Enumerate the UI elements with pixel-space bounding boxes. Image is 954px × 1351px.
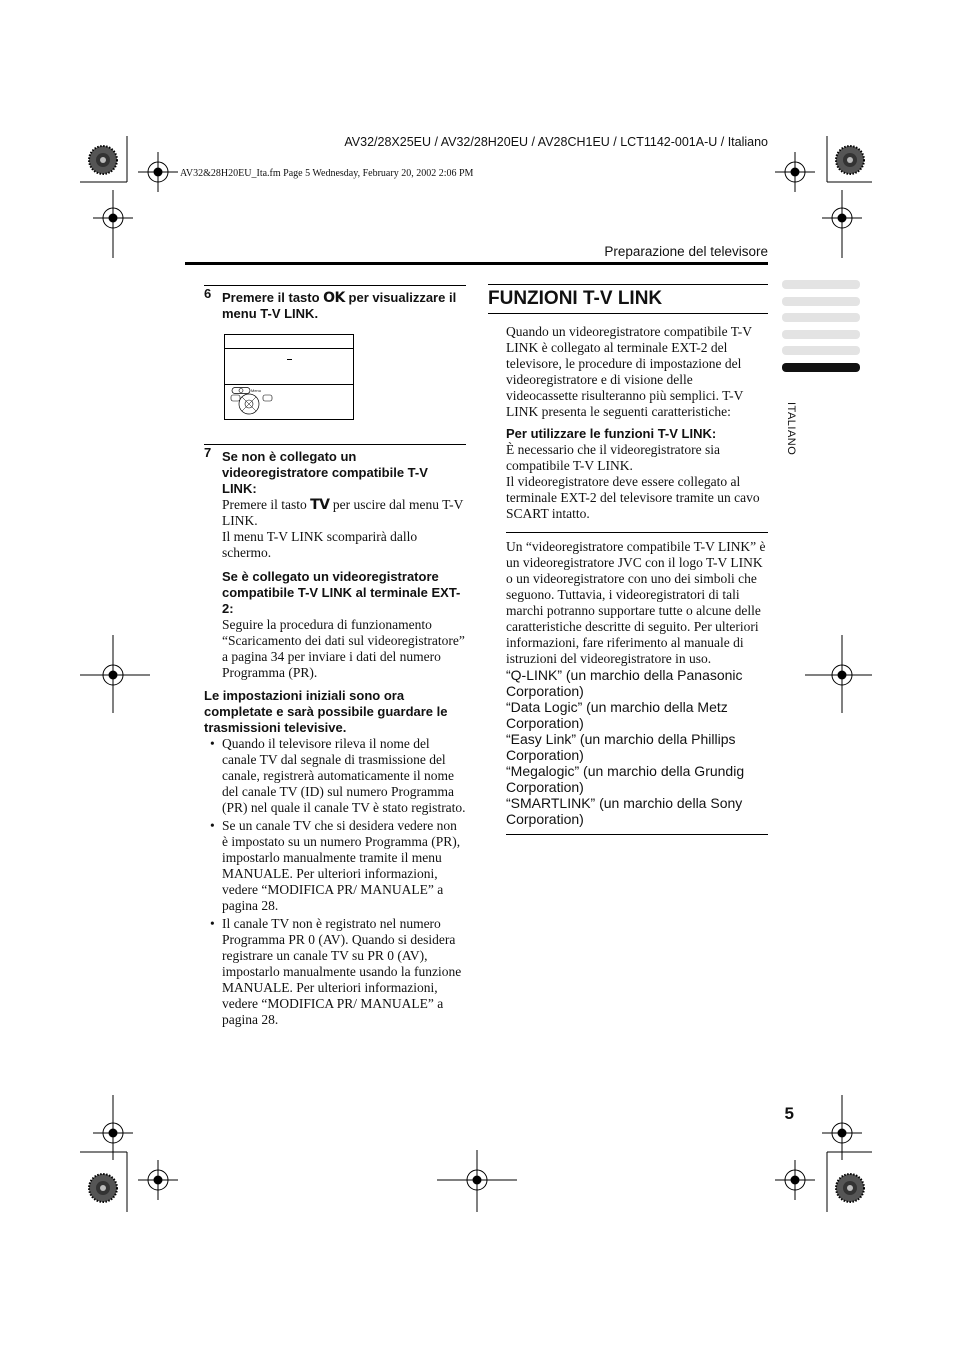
chapter-tab bbox=[782, 346, 860, 355]
step-number: 7 bbox=[204, 445, 212, 460]
list-item: “Data Logic” (un marchio della Metz Corporation) bbox=[506, 699, 728, 731]
list-item: “Easy Link” (un marchio della Phillips Corporation) bbox=[506, 731, 736, 763]
registration-mark-mid-right bbox=[805, 635, 872, 713]
requirements-body-2: Il videoregistratore deve essere collegato al terminale EXT-2 del televisore tramite un cavo SCART intatto. bbox=[506, 474, 760, 521]
ok-key-icon: OK bbox=[323, 290, 345, 306]
body-text: Il menu T-V LINK scomparirà dallo schermo. bbox=[222, 529, 418, 560]
list-item: “SMARTLINK” (un marchio della Sony Corporation) bbox=[506, 795, 743, 827]
intro-paragraph: Quando un videoregistratore compatibile T-V LINK è collegato al terminale EXT-2 del televisore, le procedure di impostazione del videoregistratore e di visione delle videocassette risulteranno più semplici. T-V LINK presenta le seguenti caratteristiche: bbox=[506, 324, 752, 419]
requirements-body-1: È necessario che il videoregistratore sia compatibile T-V LINK. bbox=[506, 442, 721, 473]
tv-link-menu-screen bbox=[224, 334, 354, 420]
registration-mark-mid-left bbox=[80, 635, 150, 713]
step-7 bbox=[204, 444, 466, 497]
separator-rule bbox=[506, 834, 768, 835]
completion-heading: Le impostazioni iniziali sono ora completate e sarà possibile guardare le trasmissioni televisive. bbox=[204, 688, 448, 735]
chapter-tabs bbox=[782, 280, 860, 379]
compatibility-paragraph: Un “videoregistratore compatibile T-V LINK” è un videoregistratore JVC con il logo T-V LINK o un videoregistratore con uno dei simboli che seguono. Tuttavia, i videoregistratori di tali marchi potranno supportare tutte o alcune delle caratteristiche descritte di seguito. Per ulteriori informazioni, fare riferimento al manuale di istruzioni del videoregistratore in uso. bbox=[506, 539, 766, 666]
step-number: 6 bbox=[204, 286, 212, 301]
file-info-line: AV32&28H20EU_Ita.fm Page 5 Wednesday, February 20, 2002 2:06 PM bbox=[180, 168, 474, 179]
right-column bbox=[488, 284, 768, 835]
registration-mark-bottom-left bbox=[80, 1095, 178, 1212]
list-item: • Se un canale TV che si desidera vedere non è impostato su un numero Programma (PR), impostarlo manualmente tramite il menu MANUALE. Per ulteriori informazioni, vedere “MODIFICA PR/ MANUALE” a pagina 28. bbox=[204, 818, 466, 914]
header-rule bbox=[185, 262, 768, 265]
list-item: • Il canale TV non è registrato nel numero Programma PR 0 (AV). Quando si desidera registrare un canale TV su PR 0 (AV), impostarlo manualmente usando la funzione MANUALE. Per ulteriori informazioni, vedere “MODIFICA PR/ MANUALE” a pagina 28. bbox=[204, 916, 466, 1028]
step-7-subheading: Se è collegato un videoregistratore compatibile T-V LINK al terminale EXT-2: bbox=[222, 569, 461, 616]
model-line: AV32/28X25EU / AV32/28H20EU / AV28CH1EU / LCT1142-001A-U / Italiano bbox=[344, 135, 768, 149]
page-number: 5 bbox=[784, 1104, 794, 1123]
chapter-tab bbox=[782, 330, 860, 339]
screen-divider bbox=[225, 384, 353, 385]
left-column bbox=[204, 285, 466, 1030]
menu-label: Menu bbox=[251, 388, 262, 393]
step-text: Premere il tasto bbox=[222, 290, 324, 305]
body-text: Premere il tasto bbox=[222, 497, 311, 512]
section-title: Preparazione del televisore bbox=[604, 244, 768, 259]
requirements-heading: Per utilizzare le funzioni T-V LINK: bbox=[506, 426, 717, 441]
step-7-body bbox=[222, 497, 466, 561]
list-item: “Megalogic” (un marchio della Grundig Corporation) bbox=[506, 763, 745, 795]
step-text: per visualizzare il menu T-V LINK. bbox=[222, 290, 457, 321]
chapter-tab bbox=[782, 280, 860, 289]
body-text: per uscire dal menu T-V LINK. bbox=[222, 497, 464, 528]
chapter-tab bbox=[782, 297, 860, 306]
screen-divider bbox=[225, 348, 353, 349]
step-6 bbox=[204, 285, 466, 322]
tv-key-icon: TV bbox=[310, 497, 330, 513]
registration-mark-top-right bbox=[775, 136, 872, 258]
section-heading: FUNZIONI T-V LINK bbox=[488, 284, 768, 314]
brand-list bbox=[506, 667, 768, 827]
chapter-tab-active bbox=[782, 363, 860, 372]
registration-mark-bottom-center bbox=[437, 1150, 517, 1212]
screen-dash bbox=[287, 359, 292, 360]
chapter-tab bbox=[782, 313, 860, 322]
separator-rule bbox=[506, 532, 768, 835]
registration-mark-top-left bbox=[80, 136, 178, 258]
list-item: • Quando il televisore rileva il nome del canale TV dal segnale di trasmissione del canale, registrerà automaticamente il nome del canale TV (ID) sul numero Programma (PR) nel quale il canale TV è stato registrato. bbox=[204, 736, 466, 816]
language-text: ITALIANO bbox=[785, 402, 797, 456]
notes-list bbox=[204, 736, 466, 1028]
language-label bbox=[781, 402, 801, 482]
step-7-subbody: Seguire la procedura di funzionamento “Scaricamento dei dati sul videoregistratore” a pagina 34 per inviare i dati del numero Programma (PR). bbox=[222, 617, 465, 680]
list-item: “Q-LINK” (un marchio della Panasonic Corporation) bbox=[506, 667, 743, 699]
step-heading: Se non è collegato un videoregistratore compatibile T-V LINK: bbox=[222, 449, 428, 496]
